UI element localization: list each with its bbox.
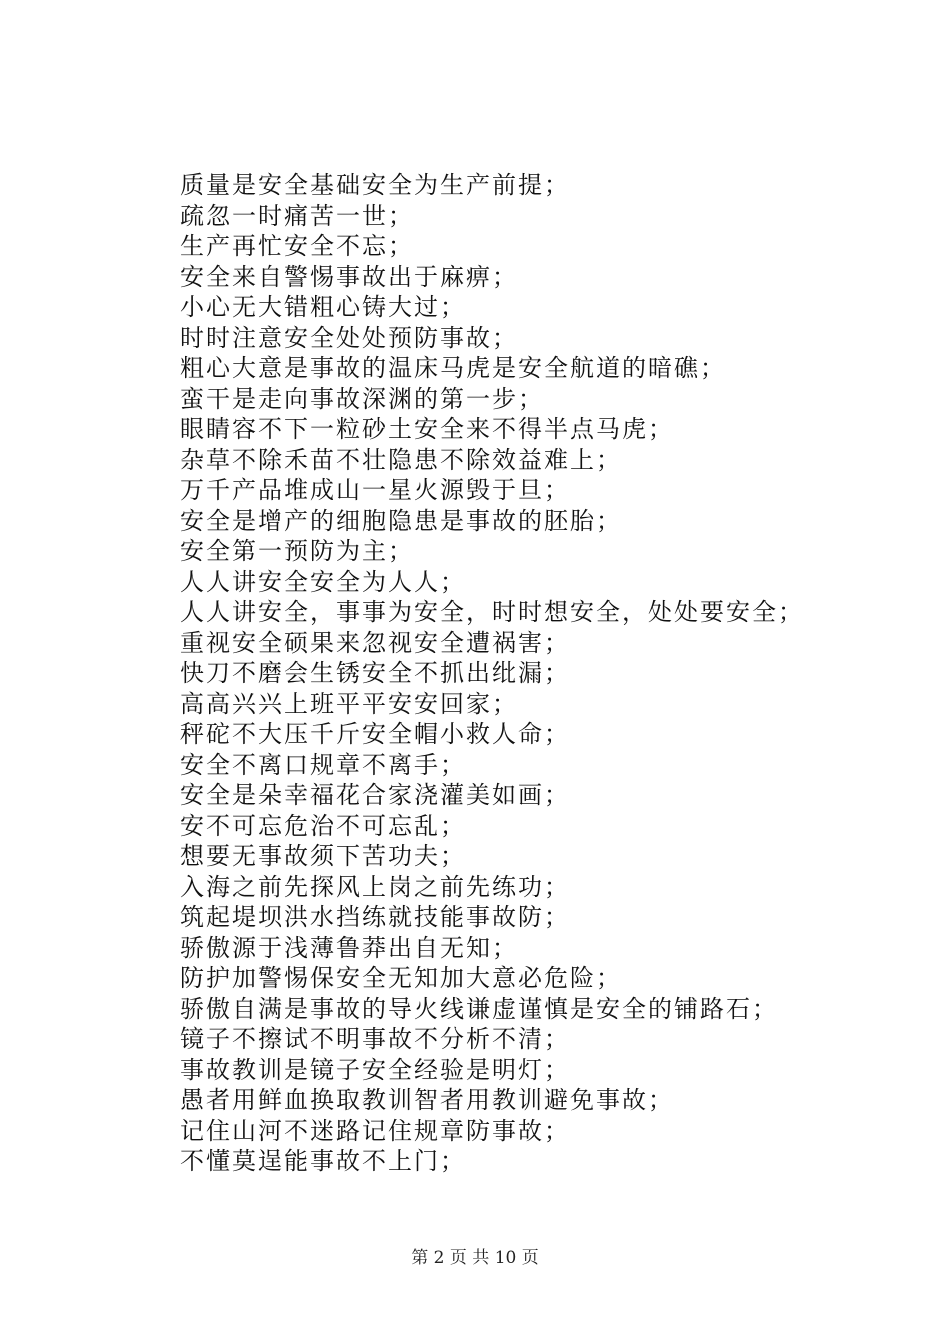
text-line: 防护加警惕保安全无知加大意必危险；	[180, 964, 622, 992]
text-line: 眼睛容不下一粒砂土安全来不得半点马虎；	[180, 415, 674, 443]
text-line: 小心无大错粗心铸大过；	[180, 293, 466, 321]
text-line: 质量是安全基础安全为生产前提；	[180, 171, 570, 199]
text-line: 疏忽一时痛苦一世；	[180, 201, 414, 230]
text-line: 生产再忙安全不忘；	[180, 232, 414, 260]
text-line: 万千产品堆成山一星火源毁于旦；	[180, 476, 570, 504]
text-line: 镜子不擦试不明事故不分析不清；	[180, 1025, 570, 1053]
text-line: 高高兴兴上班平平安安回家；	[180, 689, 518, 718]
text-line: 杂草不除禾苗不壮隐患不除效益难上；	[180, 445, 622, 474]
text-line: 安不可忘危治不可忘乱；	[180, 811, 466, 840]
text-line: 安全不离口规章不离手；	[180, 750, 466, 779]
text-line: 粗心大意是事故的温床马虎是安全航道的暗礁；	[180, 354, 726, 382]
text-line: 骄傲自满是事故的导火线谦虚谨慎是安全的铺路石；	[180, 994, 778, 1023]
text-line: 人人讲安全，事事为安全，时时想安全，处处要安全；	[180, 598, 804, 626]
text-line: 人人讲安全安全为人人；	[180, 567, 466, 596]
text-line: 记住山河不迷路记住规章防事故；	[180, 1116, 570, 1145]
text-line: 时时注意安全处处预防事故；	[180, 323, 518, 352]
text-line: 骄傲源于浅薄鲁莽出自无知；	[180, 933, 518, 962]
document-body	[180, 170, 900, 1177]
text-line: 安全第一预防为主；	[180, 537, 414, 565]
text-line: 愚者用鲜血换取教训智者用教训避免事故；	[180, 1086, 674, 1114]
text-line: 秤砣不大压千斤安全帽小救人命；	[180, 720, 570, 748]
text-line: 想要无事故须下苦功夫；	[180, 842, 466, 870]
text-line: 筑起堤坝洪水挡练就技能事故防；	[180, 903, 570, 931]
text-line: 蛮干是走向事故深渊的第一步；	[180, 384, 544, 413]
text-line: 安全是增产的细胞隐患是事故的胚胎；	[180, 506, 622, 535]
text-line: 快刀不磨会生锈安全不抓出纰漏；	[180, 659, 570, 687]
text-line: 安全来自警惕事故出于麻痹；	[180, 262, 518, 291]
text-line: 安全是朵幸福花合家浇灌美如画；	[180, 781, 570, 809]
text-line: 入海之前先探风上岗之前先练功；	[180, 872, 570, 901]
text-line: 重视安全硕果来忽视安全遭祸害；	[180, 628, 570, 657]
text-line: 事故教训是镜子安全经验是明灯；	[180, 1055, 570, 1084]
page-number-footer: 第 2 页 共 10 页	[411, 1248, 539, 1268]
text-line: 不懂莫逞能事故不上门；	[180, 1147, 466, 1175]
